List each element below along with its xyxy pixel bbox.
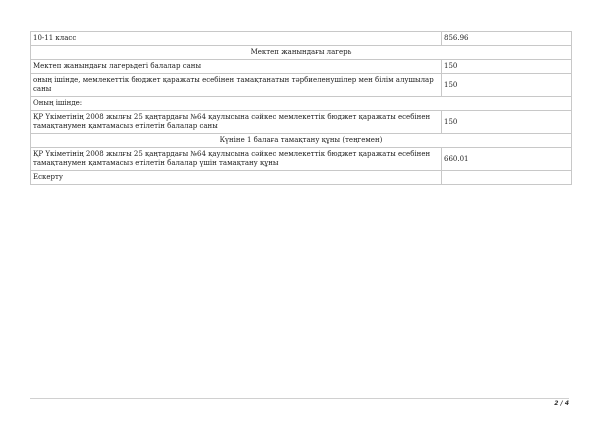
section-row: [31, 46, 572, 60]
row-label: ҚР Үкіметінің 2008 жылғы 25 қаңтардағы №64 қаулысына сәйкес мемлекеттік бюджет қаражаты есебінен тамақтанумен қамтамасыз етілетін балалар саны: [31, 111, 442, 134]
row-value: 150: [442, 74, 572, 97]
table-row: [31, 171, 572, 185]
row-value: 856.96: [442, 32, 572, 46]
row-value: 150: [442, 60, 572, 74]
footer-divider: [30, 398, 569, 399]
row-label: ҚР Үкіметінің 2008 жылғы 25 қаңтардағы №64 қаулысына сәйкес мемлекеттік бюджет қаражаты есебінен тамақтанумен қамтамасыз етілетін балалар үшін тамақтану құны: [31, 148, 442, 171]
table-row: [31, 60, 572, 74]
section-title: Күніне 1 балаға тамақтану құны (теңгемен): [31, 134, 572, 148]
section-title: Мектеп жанындағы лагерь: [31, 46, 572, 60]
table-row: [31, 32, 572, 46]
page-number: 2 / 4: [554, 400, 569, 407]
row-label: Оның ішінде:: [31, 97, 572, 111]
table-row: [31, 111, 572, 134]
row-value: [442, 171, 572, 185]
table-row: [31, 97, 572, 111]
row-label: 10-11 класс: [31, 32, 442, 46]
row-value: 150: [442, 111, 572, 134]
row-label: Ескерту: [31, 171, 442, 185]
row-label: оның ішінде, мемлекеттік бюджет қаражаты есебінен тамақтанатын тәрбиеленушілер мен білім алушылар саны: [31, 74, 442, 97]
table-row: [31, 148, 572, 171]
row-label: Мектеп жанындағы лагерьдегі балалар саны: [31, 60, 442, 74]
report-table: [30, 31, 572, 185]
row-value: 660.01: [442, 148, 572, 171]
section-row: [31, 134, 572, 148]
table-row: [31, 74, 572, 97]
